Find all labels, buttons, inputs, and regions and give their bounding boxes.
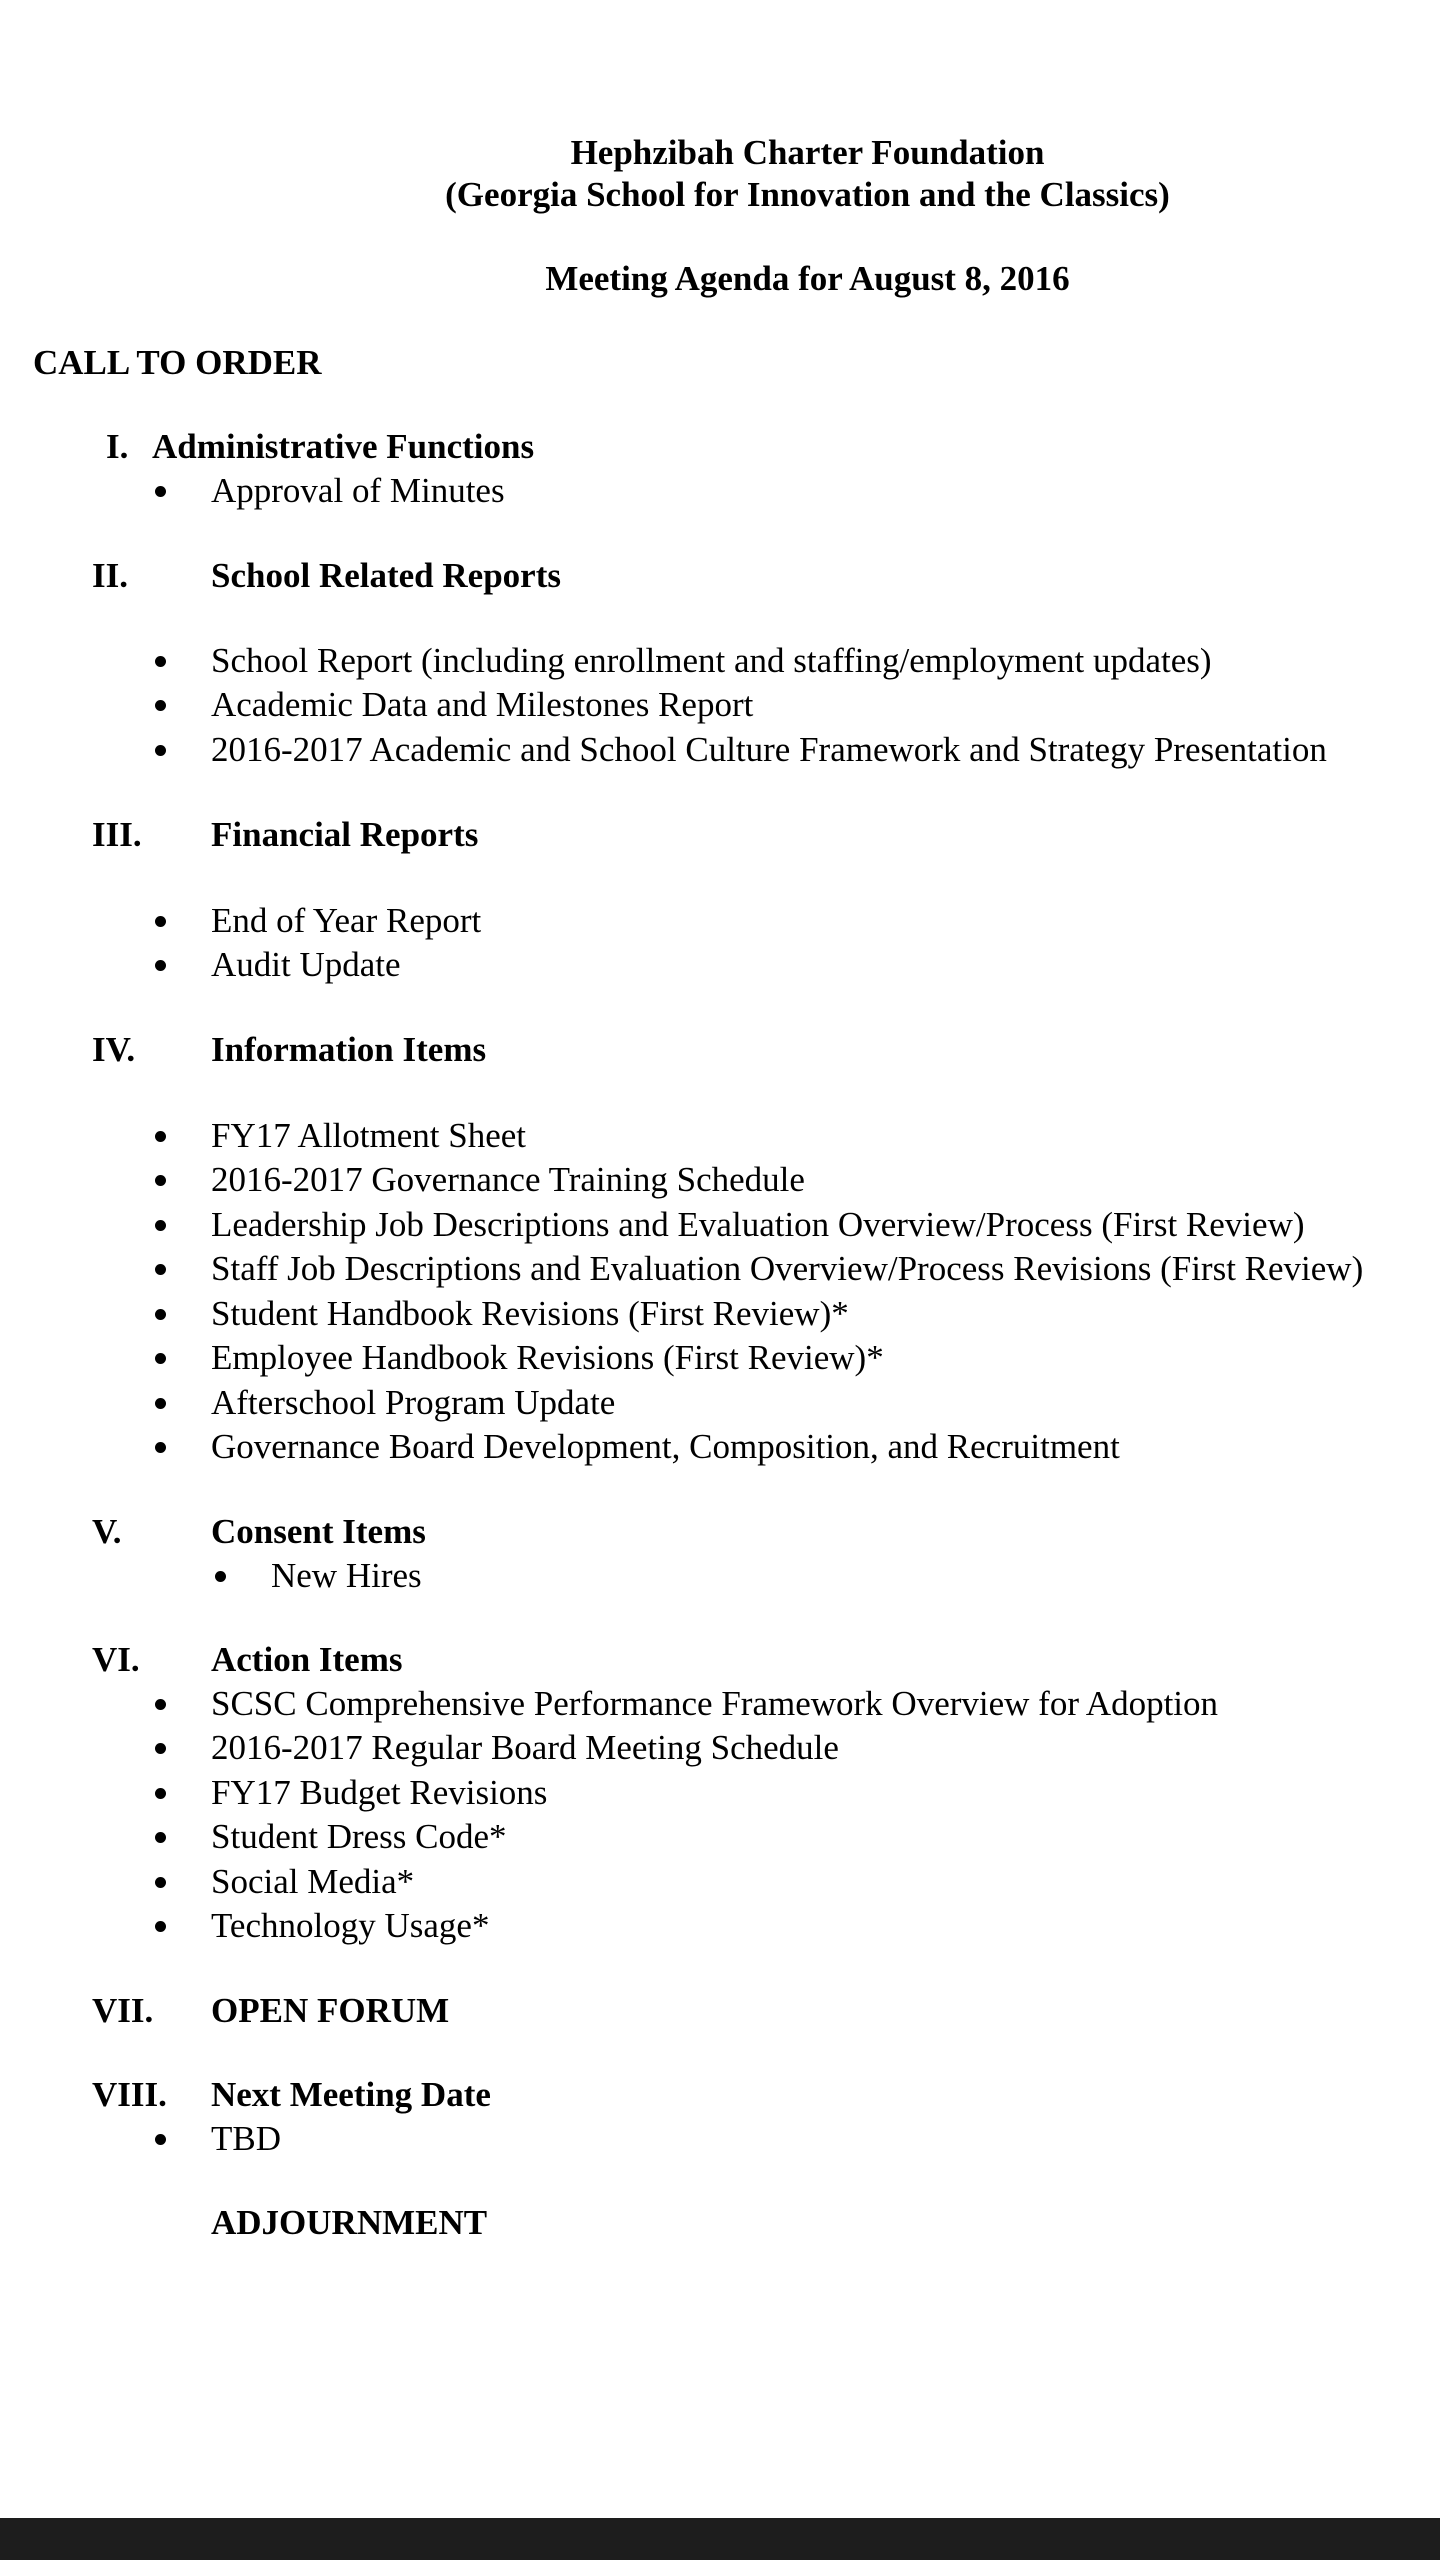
agenda-item: End of Year Report (211, 901, 482, 940)
agenda-item: New Hires (271, 1556, 422, 1595)
bullet-icon (155, 1398, 166, 1409)
bullet-icon (155, 960, 166, 971)
bullet-icon (155, 1309, 166, 1320)
agenda-item: Leadership Job Descriptions and Evaluation Overview/Process (First Review) (211, 1205, 1305, 1244)
agenda-item: SCSC Comprehensive Performance Framework Overview for Adoption (211, 1684, 1219, 1723)
bullet-icon (155, 1175, 166, 1186)
section-title-information-items: Information Items (211, 1030, 487, 1069)
section-numeral: VII. (92, 1991, 154, 2030)
section-numeral: VI. (92, 1640, 140, 1679)
bullet-icon (155, 1921, 166, 1932)
agenda-item: Afterschool Program Update (211, 1383, 616, 1422)
bullet-icon (215, 1571, 226, 1582)
bullet-icon (155, 1353, 166, 1364)
bullet-icon (155, 1220, 166, 1231)
bullet-icon (155, 1877, 166, 1888)
bullet-icon (155, 656, 166, 667)
section-numeral: III. (92, 815, 142, 854)
section-numeral: V. (92, 1512, 122, 1551)
bullet-icon (155, 1743, 166, 1754)
agenda-item: Employee Handbook Revisions (First Review)* (211, 1338, 884, 1377)
agenda-item: Academic Data and Milestones Report (211, 685, 754, 724)
org-name: Hephzibah Charter Foundation (570, 133, 1045, 172)
bullet-icon (155, 1788, 166, 1799)
section-title-administrative-functions: Administrative Functions (152, 427, 535, 466)
agenda-item: Governance Board Development, Composition, and Recruitment (211, 1427, 1120, 1466)
section-title-school-related-reports: School Related Reports (211, 556, 561, 595)
bullet-icon (155, 1442, 166, 1453)
bullet-icon (155, 2134, 166, 2145)
section-title-open-forum: OPEN FORUM (211, 1991, 450, 2030)
agenda-item: 2016-2017 Academic and School Culture Framework and Strategy Presentation (211, 730, 1327, 769)
bullet-icon (155, 486, 166, 497)
section-title-financial-reports: Financial Reports (211, 815, 479, 854)
bullet-icon (155, 1264, 166, 1275)
bullet-icon (155, 916, 166, 927)
agenda-item: 2016-2017 Governance Training Schedule (211, 1160, 805, 1199)
section-numeral: VIII. (92, 2075, 167, 2114)
agenda-item: 2016-2017 Regular Board Meeting Schedule (211, 1728, 839, 1767)
bullet-icon (155, 1832, 166, 1843)
bullet-icon (155, 1699, 166, 1710)
agenda-item: FY17 Budget Revisions (211, 1773, 548, 1812)
school-name: (Georgia School for Innovation and the Classics) (445, 175, 1170, 214)
bullet-icon (155, 700, 166, 711)
section-numeral: IV. (92, 1030, 136, 1069)
agenda-item: Social Media* (211, 1862, 415, 1901)
section-title-next-meeting-date: Next Meeting Date (211, 2075, 491, 2114)
agenda-item: Student Handbook Revisions (First Review)* (211, 1294, 849, 1333)
call-to-order-heading: CALL TO ORDER (33, 343, 322, 382)
agenda-item: Technology Usage* (211, 1906, 490, 1945)
agenda-item: Audit Update (211, 945, 401, 984)
agenda-item: Approval of Minutes (211, 471, 505, 510)
agenda-item: Student Dress Code* (211, 1817, 507, 1856)
bullet-icon (155, 1131, 166, 1142)
bottom-bar (0, 2518, 1440, 2560)
agenda-item: School Report (including enrollment and staffing/employment updates) (211, 641, 1212, 680)
agenda-item: TBD (211, 2119, 281, 2158)
agenda-item: Staff Job Descriptions and Evaluation Overview/Process Revisions (First Review) (211, 1249, 1364, 1288)
bullet-icon (155, 745, 166, 756)
section-numeral: I. (106, 427, 129, 466)
agenda-item: FY17 Allotment Sheet (211, 1116, 526, 1155)
adjournment-heading: ADJOURNMENT (211, 2203, 488, 2242)
section-title-consent-items: Consent Items (211, 1512, 426, 1551)
section-title-action-items: Action Items (211, 1640, 403, 1679)
section-numeral: II. (92, 556, 128, 595)
agenda-title: Meeting Agenda for August 8, 2016 (545, 259, 1070, 298)
